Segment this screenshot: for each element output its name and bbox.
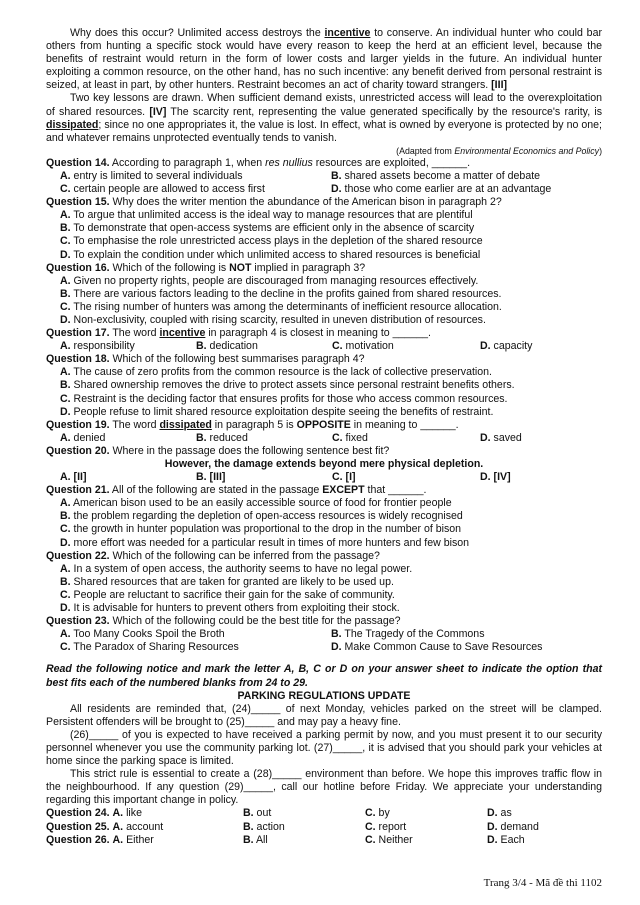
q16-option-c[interactable]: C. The rising number of hunters was among the determinants of inefficient resource allocation. (60, 300, 502, 313)
emphasis: OPPOSITE (296, 418, 351, 431)
text: in paragraph 4 is closest in meaning to ______. (205, 327, 431, 340)
q24-option-c[interactable]: C. by (365, 807, 390, 820)
option-text: fixed (345, 431, 368, 444)
question-label: Question 26. (46, 833, 110, 846)
question-label: Question 25. (46, 820, 110, 833)
emphasis: NOT (229, 261, 252, 274)
q23-option-d[interactable]: D. Make Common Cause to Save Resources (331, 641, 543, 654)
question-label: Question 20. (46, 444, 110, 457)
text: The word (109, 418, 160, 431)
option-text: entry is limited to several individuals (73, 169, 243, 182)
option-text: saved (493, 431, 522, 444)
q14-option-c[interactable]: C. certain people are allowed to access first (60, 183, 265, 196)
option-text: Each (500, 833, 525, 846)
q15-option-b[interactable]: B. To demonstrate that open-access systems are efficient only in the absence of scarcity (60, 222, 475, 235)
option-text: motivation (345, 340, 394, 353)
option-text: Too Many Cooks Spoil the Broth (73, 628, 225, 641)
question-label: Question 24. (46, 807, 110, 820)
q19-option-b[interactable]: B. reduced (196, 431, 248, 444)
q20-insert-sentence: However, the damage extends beyond mere physical depletion. (164, 458, 484, 470)
q14-option-b[interactable]: B. shared assets become a matter of debate (331, 169, 541, 182)
option-text: the growth in hunter population was proportional to the drop in the number of bison (73, 523, 462, 536)
italic-term: res nullius (265, 156, 313, 169)
q26-option-b[interactable]: B. All (243, 833, 268, 846)
option-text: The cause of zero profits from the common resource is the lack of collective preservation. (73, 366, 492, 379)
q19-option-c[interactable]: C. fixed (332, 431, 368, 444)
highlighted-word: dissipated (159, 418, 212, 431)
question-20 (46, 445, 602, 458)
highlighted-word-dissipated: dissipated (46, 118, 99, 131)
q23-option-b[interactable]: B. The Tragedy of the Commons (331, 628, 485, 641)
q23-options-row-2 (46, 641, 602, 654)
q26-option-c[interactable]: C. Neither (365, 833, 413, 846)
marker-iii: [III] (491, 79, 508, 92)
q20-option-d[interactable]: D. [IV] (480, 471, 511, 484)
option-text: account (126, 820, 164, 833)
option-text: All (255, 833, 268, 846)
text: ; since no one appropriates it, the value is lost. In effect, what is owned by everyone is protected by no one; and whatever remains unprotected eventually tends to vanish. (46, 118, 602, 144)
option-text: more effort was needed for a particular result in times of more hunters and few bison (73, 536, 470, 549)
text: The word (109, 327, 160, 340)
question-label: Question 16. (46, 261, 110, 274)
option-text: Either (126, 833, 154, 846)
option-text: The Tragedy of the Commons (344, 628, 485, 641)
q19-options (46, 432, 602, 445)
q25-option-d[interactable]: D. demand (487, 820, 539, 833)
q21-option-b[interactable]: B. the problem regarding the depletion of open-access resources is widely recognised (60, 510, 463, 523)
q25-option-c[interactable]: C. report (365, 820, 407, 833)
q25-option-b[interactable]: B. action (243, 820, 285, 833)
option-text: action (256, 820, 285, 833)
text: Which of the following could be the best title for the passage? (109, 615, 401, 628)
text: Where in the passage does the following sentence best fit? (109, 444, 390, 457)
q17-option-a[interactable]: A. responsibility (60, 340, 135, 353)
q20-option-a[interactable]: A. [II] (60, 471, 87, 484)
question-25 (46, 821, 602, 834)
option-text: demand (500, 820, 539, 833)
marker-iv: [IV] (149, 105, 167, 118)
text: The scarcity rent, representing the value generated specifically by the resource's rarity, is (166, 105, 603, 118)
question-23 (46, 615, 602, 628)
question-label: Question 19. (46, 418, 110, 431)
option-text: [II] (73, 471, 87, 484)
option-text: Given no property rights, people are discouraged from managing resources effectively. (73, 274, 479, 287)
emphasis: EXCEPT (322, 484, 365, 497)
question-21 (46, 484, 602, 497)
notice-title: PARKING REGULATIONS UPDATE (237, 689, 411, 702)
q21-option-c[interactable]: C. the growth in hunter population was proportional to the drop in the number of bison (60, 523, 462, 536)
option-text: Non-exclusivity, coupled with rising scarcity, resulted in uneven distribution of resources. (73, 313, 486, 326)
option-text: The Paradox of Sharing Resources (73, 641, 239, 654)
question-label: Question 14. (46, 156, 110, 169)
text: Which of the following can be inferred from the passage? (109, 549, 380, 562)
passage-paragraph-5 (46, 92, 602, 144)
q17-option-d[interactable]: D. capacity (480, 340, 533, 353)
q14-option-a[interactable]: A. entry is limited to several individuals (60, 169, 243, 182)
exam-page (46, 27, 602, 847)
option-text: Shared resources that are taken for granted are likely to be used up. (73, 575, 394, 588)
option-text: In a system of open access, the authority seems to have no legal power. (73, 562, 413, 575)
q14-option-d[interactable]: D. those who come earlier are at an advantage (331, 183, 552, 196)
q16-option-a[interactable]: A. Given no property rights, people are discouraged from managing resources effectively. (60, 274, 479, 287)
q23-option-c[interactable]: C. The Paradox of Sharing Resources (60, 641, 239, 654)
option-text: dedication (209, 340, 258, 353)
q26-option-a[interactable]: Question 26. A. Either (46, 833, 154, 846)
q24-option-d[interactable]: D. as (487, 807, 512, 820)
text: Why does the writer mention the abundance of the American bison in paragraph 2? (109, 196, 502, 209)
q22-option-d[interactable]: D. It is advisable for hunters to prevent others from exploiting their stock. (60, 602, 400, 615)
question-label: Question 18. (46, 353, 110, 366)
option-text: certain people are allowed to access first (73, 183, 265, 196)
q15-option-a[interactable]: A. To argue that unlimited access is the ideal way to manage resources that are plentiful (60, 209, 473, 222)
q18-option-a[interactable]: A. The cause of zero profits from the common resource is the lack of collective preservation. (60, 366, 492, 379)
q16-option-b[interactable]: B. There are various factors leading to the decline in the profits gained from shared resources. (60, 287, 502, 300)
question-label: Question 23. (46, 615, 110, 628)
option-text: capacity (493, 340, 533, 353)
q19-option-d[interactable]: D. saved (480, 431, 522, 444)
option-text: reduced (209, 431, 248, 444)
q24-option-a[interactable]: Question 24. A. like (46, 807, 142, 820)
text: Which of the following best summarises paragraph 4? (109, 353, 365, 366)
q21-option-d[interactable]: D. more effort was needed for a particular result in times of more hunters and few bison (60, 536, 470, 549)
q23-options-row-1 (46, 628, 602, 641)
option-text: like (126, 807, 142, 820)
option-text: Shared ownership removes the drive to protect assets since personal restraint benefits others. (73, 379, 515, 392)
q24-option-b[interactable]: B. out (243, 807, 272, 820)
option-text: by (378, 807, 390, 820)
option-text: the problem regarding the depletion of open-access resources is widely recognised (73, 510, 463, 523)
option-text: Make Common Cause to Save Resources (344, 641, 543, 654)
option-text: To demonstrate that open-access systems are efficient only in the absence of scarcity (73, 222, 475, 235)
option-text: as (500, 807, 512, 820)
q22-option-a[interactable]: A. In a system of open access, the authority seems to have no legal power. (60, 562, 413, 575)
option-text: It is advisable for hunters to prevent others from exploiting their stock. (73, 602, 400, 615)
text: All of the following are stated in the passage (109, 484, 323, 497)
section-instruction: Read the following notice and mark the letter A, B, C or D on your answer sheet to indicate the option that best fits each of the numbered blanks from 24 to 29. (46, 663, 602, 689)
q26-option-d[interactable]: D. Each (487, 833, 525, 846)
question-label: Question 22. (46, 549, 110, 562)
question-14 (46, 157, 602, 170)
question-17 (46, 327, 602, 340)
question-label: Question 21. (46, 484, 110, 497)
passage-paragraph-4 (46, 27, 602, 92)
option-text: shared assets become a matter of debate (344, 169, 541, 182)
notice-paragraph-1: All residents are reminded that, (24)_____ of next Monday, vehicles parked on the street will be clamped. Persistent offenders will be brought to (25)_____ and may pay a heavy fine. (46, 702, 602, 728)
question-18 (46, 353, 602, 366)
source-citation (46, 145, 602, 157)
option-text: Restraint is the deciding factor that ensures profits for those who access common resources. (73, 392, 508, 405)
source-title: Environmental Economics and Policy (454, 145, 600, 156)
option-text: To argue that unlimited access is the ideal way to manage resources that are plentiful (73, 209, 473, 222)
q20-option-b[interactable]: B. [III] (196, 471, 226, 484)
q18-option-b[interactable]: B. Shared ownership removes the drive to protect assets since personal restraint benefits others. (60, 379, 515, 392)
q18-option-d[interactable]: D. People refuse to limit shared resource exploitation despite seeing the benefits of restraint. (60, 405, 494, 418)
text: According to paragraph 1, when (109, 156, 266, 169)
option-text: responsibility (73, 340, 135, 353)
q15-option-d[interactable]: D. To explain the condition under which unlimited access to shared resources is beneficial (60, 248, 481, 261)
option-text: To emphasise the role unrestricted access plays in the depletion of the shared resource (73, 235, 483, 248)
q22-option-c[interactable]: C. People are reluctant to sacrifice their gain for the sake of community. (60, 588, 395, 601)
q21-option-a[interactable]: A. American bison used to be an easily accessible source of food for frontier people (60, 497, 452, 510)
question-19 (46, 419, 602, 432)
text: that ______. (364, 484, 427, 497)
text: (Adapted from (396, 145, 455, 156)
question-label: Question 15. (46, 196, 110, 209)
text: Which of the following is (109, 261, 230, 274)
q17-options (46, 340, 602, 353)
option-text: [III] (209, 471, 226, 484)
notice-paragraph-2: (26)_____ of you is expected to have received a parking permit by now, and you must present it to our security personnel whenever you use the community parking lot. (27)_____, it is advised that you should park your vehicles at home since the parking space is limited. (46, 728, 602, 768)
q14-options-row-2 (46, 183, 602, 196)
q17-option-b[interactable]: B. dedication (196, 340, 258, 353)
q15-option-c[interactable]: C. To emphasise the role unrestricted access plays in the depletion of the shared resource (60, 235, 483, 248)
q23-option-a[interactable]: A. Too Many Cooks Spoil the Broth (60, 628, 225, 641)
text: to conserve. An individual hunter who could bar others from hunting a specific stock would have every reason to keep the herd at an efficient level, because the benefits of restraint would return in the form of lower costs and larger yields in the future. An individual hunter exploiting a common resource, on the other hand, has no such incentive: any benefit derived from personal restraint is seized, at least in part, by other hunters. Restraint becomes an act of charity toward strangers. (46, 27, 602, 92)
option-text: People are reluctant to sacrifice their gain for the sake of community. (73, 588, 395, 601)
text: in paragraph 5 is (211, 418, 297, 431)
text: Why does this occur? Unlimited access destroys the (70, 27, 325, 39)
option-text: There are various factors leading to the decline in the profits gained from shared resources. (73, 287, 502, 300)
q25-option-a[interactable]: Question 25. A. account (46, 820, 164, 833)
q16-option-d[interactable]: D. Non-exclusivity, coupled with rising scarcity, resulted in uneven distribution of resources. (60, 313, 486, 326)
question-24 (46, 807, 602, 820)
option-text: The rising number of hunters was among the determinants of inefficient resource allocation. (73, 300, 502, 313)
q14-options-row-1 (46, 170, 602, 183)
q20-option-c[interactable]: C. [I] (332, 471, 356, 484)
text: Two key lessons are drawn. When sufficient demand exists, unrestricted access will lead to the overexploitation of shared resources. (46, 92, 602, 118)
q18-option-c[interactable]: C. Restraint is the deciding factor that ensures profits for those who access common resources. (60, 392, 508, 405)
q20-options (46, 471, 602, 484)
highlighted-word: incentive (159, 327, 206, 340)
option-text: those who come earlier are at an advantage (344, 183, 552, 196)
option-text: Neither (378, 833, 413, 846)
text: implied in paragraph 3? (251, 261, 366, 274)
text: ) (599, 145, 602, 156)
text: resources are exploited, ______. (312, 156, 471, 169)
q17-option-c[interactable]: C. motivation (332, 340, 394, 353)
text: in meaning to ______. (350, 418, 459, 431)
option-text: [IV] (493, 471, 511, 484)
option-text: report (378, 820, 407, 833)
question-label: Question 17. (46, 327, 110, 340)
question-22 (46, 550, 602, 563)
option-text: out (256, 807, 272, 820)
question-16 (46, 262, 602, 275)
option-text: denied (73, 431, 106, 444)
highlighted-word-incentive: incentive (324, 27, 371, 39)
question-15 (46, 196, 602, 209)
notice-paragraph-3: This strict rule is essential to create a (28)_____ environment than before. We hope this improves traffic flow in the neighbourhood. If any question (29)_____, call our hotline before Friday. We appreciate your understanding regarding this important change in policy. (46, 768, 602, 807)
option-text: [I] (345, 471, 356, 484)
q22-option-b[interactable]: B. Shared resources that are taken for granted are likely to be used up. (60, 575, 394, 588)
option-text: American bison used to be an easily accessible source of food for frontier people (72, 497, 452, 510)
question-26 (46, 834, 602, 847)
page-footer: Trang 3/4 - Mã đề thi 1102 (483, 877, 602, 889)
option-text: People refuse to limit shared resource exploitation despite seeing the benefits of restraint. (73, 405, 494, 418)
q19-option-a[interactable]: A. denied (60, 431, 106, 444)
option-text: To explain the condition under which unlimited access to shared resources is beneficial (73, 248, 481, 261)
